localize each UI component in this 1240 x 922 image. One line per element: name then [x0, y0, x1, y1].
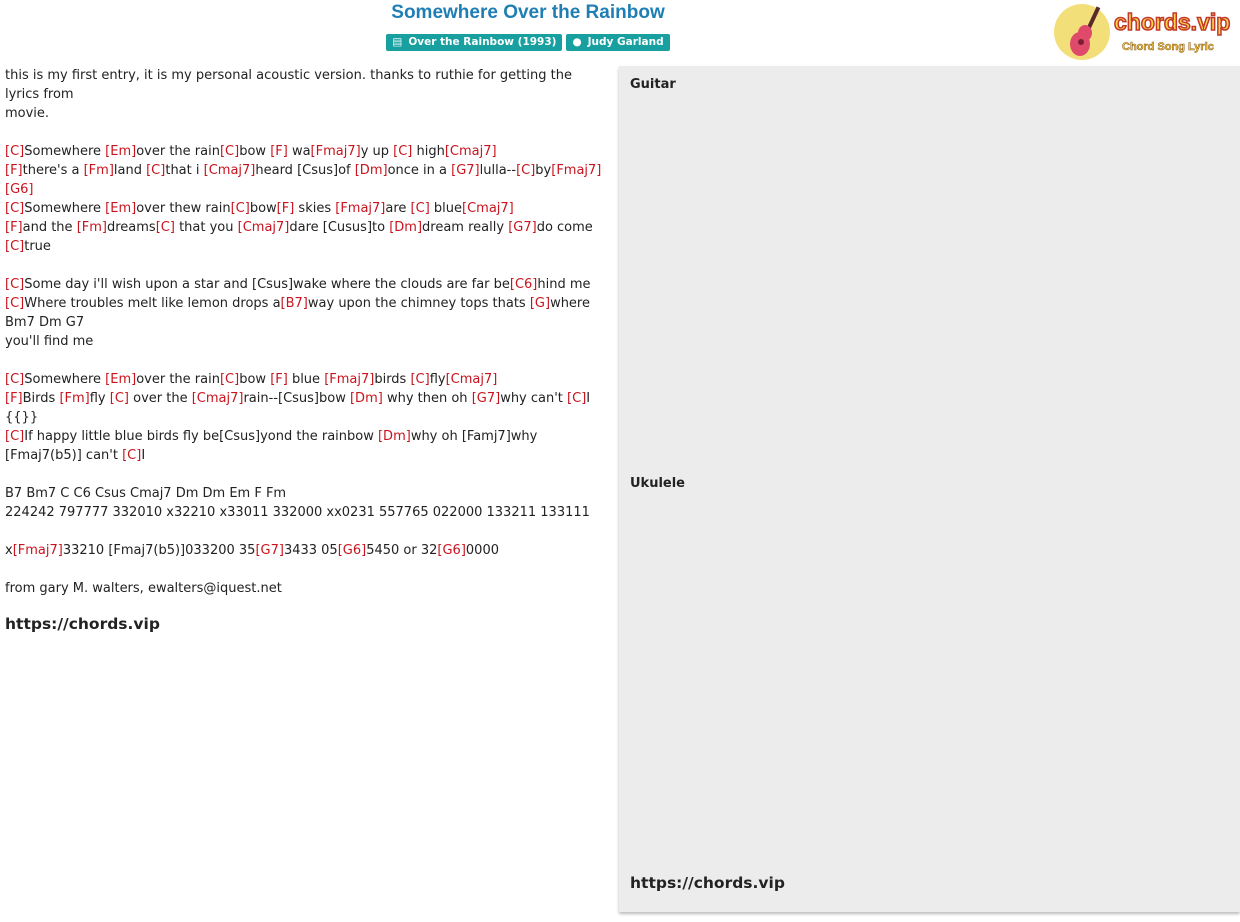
lyric-text: 3433 05: [283, 543, 338, 558]
chord-link[interactable]: [C]: [5, 201, 25, 216]
lyric-text: why then oh: [382, 391, 472, 406]
chord-link[interactable]: [C]: [5, 372, 25, 387]
artist-badge-label: Judy Garland: [587, 36, 664, 48]
lyric-line: [5, 332, 617, 351]
lyric-text: blue: [429, 201, 463, 216]
panel-site-link[interactable]: https://chords.vip: [630, 874, 785, 892]
chord-link[interactable]: [G6]: [437, 543, 466, 558]
lyric-text: true: [24, 239, 51, 254]
chord-link[interactable]: [Dm]: [354, 163, 388, 178]
song-title: Somewhere Over the Rainbow: [391, 2, 665, 23]
chord-link[interactable]: [Fmaj7]: [310, 144, 361, 159]
chord-link[interactable]: [Dm]: [349, 391, 383, 406]
chord-link[interactable]: [Em]: [105, 372, 137, 387]
lyric-text: fly: [89, 391, 110, 406]
lyric-text: that you: [174, 220, 238, 235]
lyric-text: Somewhere: [24, 372, 106, 387]
lyric-line: [5, 180, 617, 199]
lyric-text: there's a: [22, 163, 84, 178]
lyric-line: [5, 503, 617, 522]
chord-link[interactable]: [C]: [5, 429, 25, 444]
logo-tagline: Chord Song Lyric: [1122, 41, 1214, 53]
chord-link[interactable]: [C]: [155, 220, 175, 235]
logo-brand: chords.vip: [1114, 9, 1231, 35]
chord-link[interactable]: [Cmaj7]: [237, 220, 290, 235]
chord-link[interactable]: [G]: [529, 296, 551, 311]
lyric-text: lyrics from: [5, 87, 74, 102]
chord-link[interactable]: [G7]: [451, 163, 480, 178]
lyric-text: 0000: [465, 543, 499, 558]
lyric-line: [5, 275, 617, 294]
lyric-text: 33210 [Fmaj7(b5)]033200 35: [62, 543, 256, 558]
chord-link[interactable]: [F]: [5, 220, 23, 235]
lyric-text: birds: [374, 372, 411, 387]
chord-link[interactable]: [G6]: [5, 182, 34, 197]
lyric-text: Bm7 Dm G7: [5, 315, 85, 330]
lyric-line: [5, 161, 617, 180]
lyric-line: [5, 579, 617, 598]
lyric-spacer: [5, 465, 617, 484]
chord-diagrams-panel: [619, 66, 1240, 912]
lyric-line: [5, 104, 617, 123]
chord-link[interactable]: [B7]: [280, 296, 308, 311]
lyric-line: [5, 408, 617, 427]
album-badge[interactable]: [386, 34, 562, 51]
lyric-text: B7 Bm7 C C6 Csus Cmaj7 Dm Dm Em F Fm: [5, 486, 287, 501]
lyric-text: and the: [22, 220, 77, 235]
lyric-text: are: [385, 201, 411, 216]
lyric-text: bow: [249, 201, 277, 216]
chord-link[interactable]: [G7]: [255, 543, 284, 558]
lyric-text: I: [586, 391, 591, 406]
chord-link[interactable]: [Dm]: [377, 429, 411, 444]
lyric-text: why oh [Famj7]why: [410, 429, 538, 444]
lyric-text: over the: [128, 391, 192, 406]
chord-link[interactable]: [C]: [146, 163, 166, 178]
chord-link[interactable]: [G7]: [471, 391, 501, 406]
chord-link[interactable]: [F]: [276, 201, 295, 216]
lyric-text: Birds: [22, 391, 60, 406]
chord-link[interactable]: [C]: [5, 296, 25, 311]
lyric-text: why can't: [500, 391, 568, 406]
lyric-spacer: [5, 256, 617, 275]
chord-link[interactable]: [Cmaj7]: [444, 144, 497, 159]
lyric-text: bow: [239, 144, 271, 159]
lyric-text: fly: [429, 372, 446, 387]
lyric-text: lulla--: [479, 163, 517, 178]
ukulele-section-title: Ukulele: [630, 476, 686, 491]
lyric-text: rain--[Csus]bow: [243, 391, 350, 406]
chord-link[interactable]: [C]: [230, 201, 250, 216]
lyric-text: wa: [287, 144, 311, 159]
chords-vip-logo[interactable]: [1052, 2, 1232, 62]
lyric-line: [5, 66, 617, 85]
chord-link[interactable]: [Fm]: [59, 391, 90, 406]
lyric-text: dreams: [106, 220, 156, 235]
chord-link[interactable]: [F]: [5, 163, 23, 178]
lyric-line: [5, 218, 617, 237]
lyric-text: [Fmaj7(b5)] can't: [5, 448, 123, 463]
person-icon: ●: [572, 36, 582, 48]
lyric-text: this is my first entry, it is my personal acoustic version. thanks to ruthie for getting the: [5, 68, 572, 83]
lyric-text: over thew rain: [136, 201, 231, 216]
lyric-text: x: [5, 543, 13, 558]
lyric-spacer: [5, 351, 617, 370]
lyric-text: once in a: [387, 163, 452, 178]
lyric-line: [5, 427, 617, 446]
chord-link[interactable]: [C]: [393, 144, 413, 159]
lyric-text: over the rain: [136, 144, 220, 159]
lyric-text: skies: [294, 201, 336, 216]
lyric-text: If happy little blue birds fly be[Csus]yond the rainbow: [24, 429, 378, 444]
chord-link[interactable]: [Fmaj7]: [12, 543, 63, 558]
lyric-text: dare [Cusus]to: [289, 220, 390, 235]
lyric-line: [5, 294, 617, 313]
lyric-text: you'll find me: [5, 334, 94, 349]
guitar-section-title: Guitar: [630, 77, 676, 92]
lyric-line: [5, 484, 617, 503]
lyric-line: [5, 237, 617, 256]
chord-link[interactable]: [F]: [5, 391, 23, 406]
lyric-text: blue: [287, 372, 325, 387]
lyric-line: [5, 199, 617, 218]
chord-link[interactable]: [F]: [270, 372, 288, 387]
lyric-text: over the rain: [136, 372, 220, 387]
chord-link[interactable]: [C]: [567, 391, 587, 406]
lyric-spacer: [5, 560, 617, 579]
chord-link[interactable]: [C]: [516, 163, 536, 178]
lyric-text: Some day i'll wish upon a star and [Csus]wake where the clouds are far be: [24, 277, 510, 292]
site-link[interactable]: https://chords.vip: [5, 615, 160, 633]
lyric-text: hind me: [537, 277, 591, 292]
chord-link[interactable]: [Em]: [105, 201, 137, 216]
chord-link[interactable]: [C]: [219, 144, 240, 159]
lyric-text: way upon the chimney tops thats: [307, 296, 530, 311]
song-badges: [0, 34, 1056, 51]
lyric-spacer: [5, 123, 617, 142]
lyric-text: 5450 or 32: [366, 543, 438, 558]
lyric-text: land: [113, 163, 147, 178]
chord-link[interactable]: [C]: [410, 372, 430, 387]
chord-link[interactable]: [C]: [5, 144, 25, 159]
lyric-line: [5, 85, 617, 104]
chord-link[interactable]: [Cmaj7]: [203, 163, 256, 178]
chord-link[interactable]: [Dm]: [389, 220, 423, 235]
chord-link[interactable]: [Cmaj7]: [462, 201, 514, 216]
lyric-text: do come: [536, 220, 593, 235]
lyrics-block: [5, 66, 617, 598]
lyric-spacer: [5, 522, 617, 541]
lyric-text: I: [141, 448, 146, 463]
lyric-text: dream really: [422, 220, 509, 235]
chord-link[interactable]: [G7]: [508, 220, 537, 235]
lyric-line: [5, 313, 617, 332]
chord-link[interactable]: [C]: [122, 448, 142, 463]
chord-link[interactable]: [Cmaj7]: [191, 391, 244, 406]
chord-link[interactable]: [C]: [5, 239, 25, 254]
chord-link[interactable]: [Cmaj7]: [445, 372, 498, 387]
chord-link[interactable]: [Em]: [105, 144, 137, 159]
chord-link[interactable]: [C]: [5, 277, 25, 292]
lyric-text: Somewhere: [24, 201, 106, 216]
lyric-line: [5, 446, 617, 465]
artist-badge[interactable]: [566, 34, 669, 51]
lyric-line: [5, 541, 617, 560]
lyric-text: 224242 797777 332010 x32210 x33011 332000 xx0231 557765 022000 133211 133111: [5, 505, 590, 520]
lyric-line: [5, 142, 617, 161]
lyric-text: movie.: [5, 106, 50, 121]
chord-link[interactable]: [F]: [270, 144, 288, 159]
chord-link[interactable]: [G6]: [337, 543, 367, 558]
chord-link[interactable]: [C]: [219, 372, 240, 387]
chord-link[interactable]: [Fm]: [83, 163, 114, 178]
chord-link[interactable]: [Fmaj7]: [324, 372, 375, 387]
chord-link[interactable]: [C6]: [509, 277, 538, 292]
chord-link[interactable]: [C]: [410, 201, 430, 216]
lyric-line: [5, 370, 617, 389]
lyric-text: where: [550, 296, 590, 311]
chord-link[interactable]: [C]: [109, 391, 129, 406]
lyric-text: from gary M. walters, ewalters@iquest.net: [5, 581, 282, 596]
chord-link[interactable]: [Fmaj7]: [335, 201, 386, 216]
lyric-text: bow: [239, 372, 271, 387]
lyric-text: y up: [360, 144, 394, 159]
lyric-text: Where troubles melt like lemon drops a: [24, 296, 281, 311]
lyric-text: heard [Csus]of: [255, 163, 355, 178]
lyric-text: high: [412, 144, 445, 159]
lyric-text: {{}}: [5, 410, 39, 425]
lyric-text: Somewhere: [24, 144, 106, 159]
lyric-line: [5, 389, 617, 408]
book-icon: ▤: [392, 36, 403, 48]
lyric-text: that i: [165, 163, 204, 178]
chord-link[interactable]: [Fm]: [76, 220, 107, 235]
chord-link[interactable]: [Fmaj7]: [551, 163, 602, 178]
lyric-text: by: [535, 163, 552, 178]
album-badge-label: Over the Rainbow (1993): [408, 36, 557, 48]
